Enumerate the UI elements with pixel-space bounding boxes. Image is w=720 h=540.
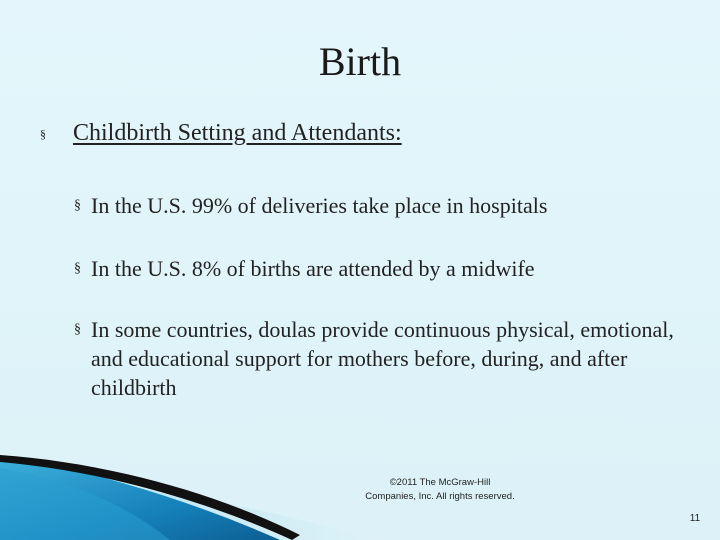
sub-bullet-text: In some countries, doulas provide continuous physical, emotional, and educational support for mothers before, during, and after childbirth <box>91 317 674 400</box>
copyright-line-1: ©2011 The McGraw-Hill <box>389 477 491 488</box>
bullet-marker: § <box>40 127 46 141</box>
slide-title: Birth <box>318 39 402 84</box>
sub-bullet-doulas <box>74 315 681 402</box>
sub-bullet-text: In the U.S. 99% of deliveries take place in hospitals <box>91 193 548 218</box>
bullet-marker: § <box>74 198 81 213</box>
bullet-marker: § <box>74 261 81 276</box>
sub-bullet-hospitals <box>74 191 681 220</box>
copyright-footer <box>340 476 540 504</box>
sub-bullet-text: In the U.S. 8% of births are attended by a midwife <box>91 256 535 281</box>
copyright-line-2: Companies, Inc. All rights reserved. <box>365 491 515 502</box>
main-bullet-text: Childbirth Setting and Attendants: <box>73 120 402 146</box>
bullet-marker: § <box>74 322 81 337</box>
page-number: 11 <box>689 513 701 524</box>
sub-bullet-midwife <box>74 254 681 283</box>
